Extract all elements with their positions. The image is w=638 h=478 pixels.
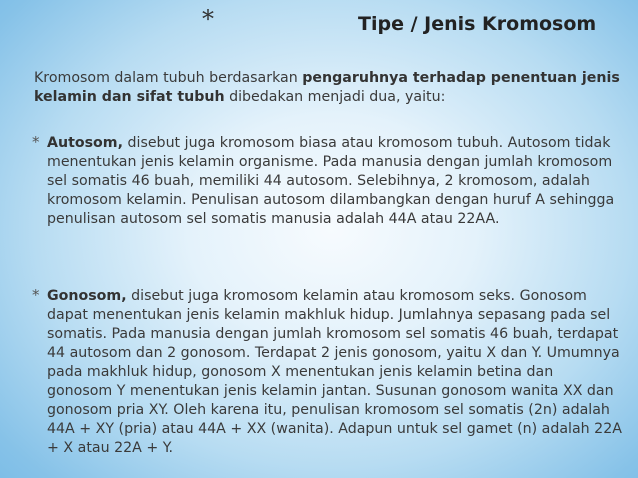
bullet-autosom-term: Autosom, bbox=[47, 135, 123, 151]
intro-paragraph bbox=[34, 69, 624, 107]
bullet-gonosom-body bbox=[47, 287, 622, 458]
bullet-star-icon: * bbox=[32, 286, 40, 304]
bullet-autosom-text: disebut juga kromosom biasa atau kromosom tubuh. Autosom tidak menentukan jenis kelamin organisme. Pada manusia dengan jumlah kromosom sel somatis 46 buah, memiliki 44 autosom. Selebihnya, 2 kromosom, adalah kromosom kelamin. Penulisan autosom dilambangkan dengan huruf A sehingga penulisan autosom sel somatis manusia adalah 44A atau 22AA. bbox=[47, 135, 615, 227]
bullet-gonosom bbox=[32, 287, 622, 458]
slide-title: Tipe / Jenis Kromosom bbox=[358, 13, 597, 35]
bullet-autosom bbox=[32, 134, 622, 229]
title-row bbox=[0, 4, 638, 40]
bullet-star-icon: * bbox=[32, 133, 40, 151]
intro-text-end: dibedakan menjadi dua, yaitu: bbox=[224, 89, 446, 105]
bullet-gonosom-text: disebut juga kromosom kelamin atau kromosom seks. Gonosom dapat menentukan jenis kelamin makhluk hidup. Jumlahnya sepasang pada sel somatis. Pada manusia dengan jumlah kromosom sel somatis 46 buah, terdapat 44 autosom dan 2 gonosom. Terdapat 2 jenis gonosom, yaitu X dan Y. Umumnya pada makhluk hidup, gonosom X menentukan jenis kelamin betina dan gonosom Y menentukan jenis kelamin jantan. Susunan gonosom wanita XX dan gonosom pria XY. Oleh karena itu, penulisan kromosom sel somatis (2n) adalah 44A + XY (pria) atau 44A + XX (wanita). Adapun untuk sel gamet (n) adalah 22A + X atau 22A + Y. bbox=[47, 288, 622, 456]
intro-bold-text: pengaruhnya terhadap penentuan jenis kelamin dan sifat tubuh bbox=[34, 70, 620, 105]
bullet-gonosom-term: Gonosom, bbox=[47, 288, 127, 304]
bullet-autosom-body bbox=[47, 134, 622, 229]
title-bullet-icon: * bbox=[202, 5, 214, 33]
intro-text-start: Kromosom dalam tubuh berdasarkan bbox=[34, 70, 303, 86]
